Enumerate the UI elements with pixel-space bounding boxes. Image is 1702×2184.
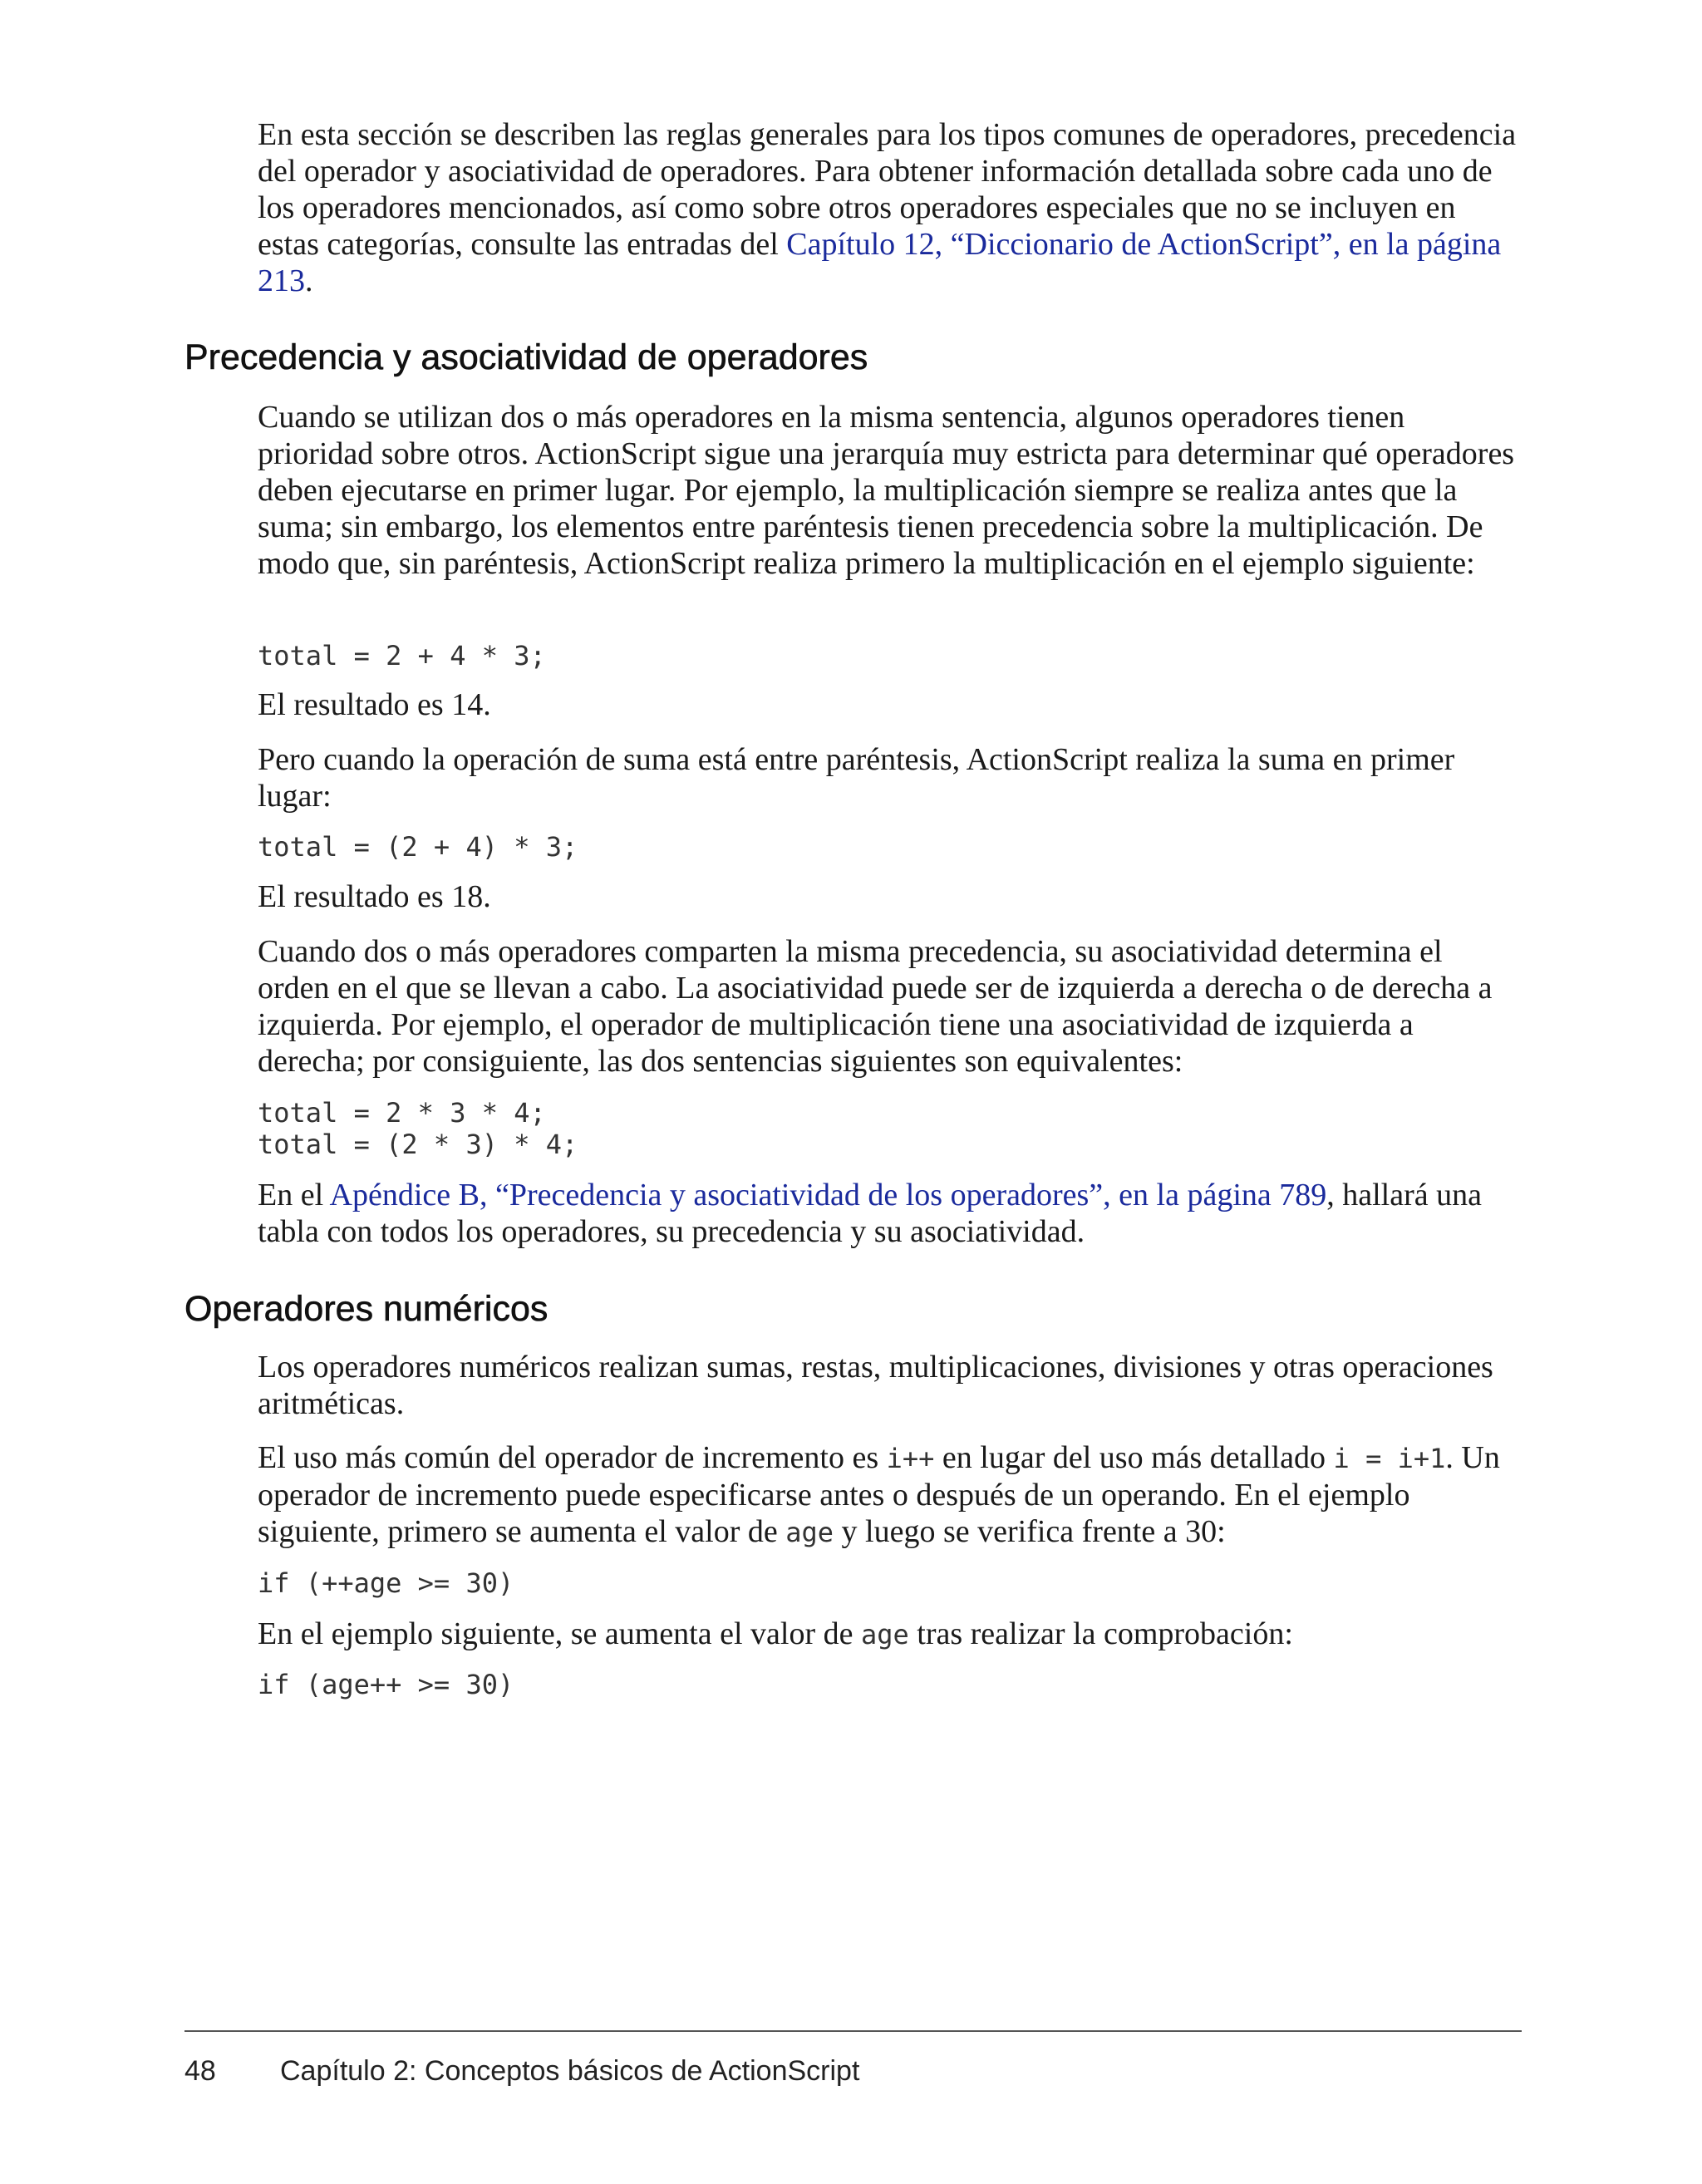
para4-text-end: , hallará una tabla con todos los operadores, su precedencia y su asociatividad. [258, 1178, 1482, 1249]
numeric-paragraph-3 [258, 1616, 1521, 1653]
footer-chapter-title: Capítulo 2: Conceptos básicos de ActionScript [280, 2055, 860, 2087]
numeric-code-block-1 [258, 1567, 1521, 1599]
code-example-3-line-1: total = 2 * 3 * 4; [258, 1097, 546, 1129]
result2-block [258, 878, 1521, 915]
code-block-2 [258, 831, 1521, 863]
numeric-code-example-2: if (age++ >= 30) [258, 1669, 514, 1700]
page-number: 48 [184, 2055, 216, 2087]
precedence-heading: Precedencia y asociatividad de operadores [184, 337, 868, 377]
code-example-2: total = (2 + 4) * 3; [258, 831, 578, 863]
numeric-para3-block [258, 1616, 1521, 1653]
result1-block [258, 686, 1521, 723]
precedence-para4-block [258, 1177, 1521, 1250]
intro-block [258, 116, 1521, 299]
para2-text-4: y luego se verifica frente a 30: [834, 1514, 1226, 1549]
code-block-1 [258, 640, 1521, 671]
footer-divider [184, 2030, 1522, 2032]
intro-text: En esta sección se describen las reglas generales para los tipos comunes de operadores, precedencia del operador y asociatividad de operadores. Para obtener información detallada sobre cada uno de los operadores mencionados, así como sobre otros operadores especiales que no se incluyen en estas categorías, consulte las entradas del [258, 117, 1517, 262]
para2-text-1: El uso más común del operador de incremento es [258, 1440, 887, 1475]
code-block-3 [258, 1097, 1521, 1160]
result-text-1: El resultado es 14. [258, 687, 491, 722]
precedence-para3-block [258, 933, 1521, 1080]
inline-code-assignment: i = i+1 [1333, 1443, 1446, 1474]
precedence-paragraph-1: Cuando se utilizan dos o más operadores en la misma sentencia, algunos operadores tienen prioridad sobre otros. ActionScript sigue una jerarquía muy estricta para determinar qué operadores deben ejecutarse en primer lugar. Por ejemplo, la multiplicación siempre se realiza antes que la suma; sin embargo, los elementos entre paréntesis tienen precedencia sobre la multiplicación. De modo que, sin paréntesis, ActionScript realiza primero la multiplicación en el ejemplo siguiente: [258, 400, 1515, 581]
numeric-paragraph-2 [258, 1439, 1521, 1551]
para4-text-start: En el [258, 1178, 330, 1213]
code-example-3-line-2: total = (2 * 3) * 4; [258, 1129, 578, 1160]
intro-paragraph [258, 116, 1521, 299]
precedence-paragraph-4 [258, 1177, 1521, 1250]
chapter-12-link[interactable]: Capítulo 12, “Diccionario de ActionScript”, en la página 213 [258, 227, 1502, 298]
para3-text-1: En el ejemplo siguiente, se aumenta el valor de [258, 1616, 861, 1651]
para3-text-2: tras realizar la comprobación: [908, 1616, 1293, 1651]
result-text-2: El resultado es 18. [258, 879, 491, 914]
inline-code-age-2: age [860, 1619, 909, 1650]
numeric-para1-block [258, 1349, 1521, 1422]
precedence-paragraph-3: Cuando dos o más operadores comparten la misma precedencia, su asociatividad determina el orden en el que se llevan a cabo. La asociatividad puede ser de izquierda a derecha o de derecha a izquierda. Por ejemplo, el operador de multiplicación tiene una asociatividad de izquierda a derecha; por consiguiente, las dos sentencias siguientes son equivalentes: [258, 934, 1493, 1079]
numeric-code-block-2 [258, 1669, 1521, 1700]
inline-code-age: age [785, 1517, 834, 1548]
numeric-para2-block [258, 1439, 1521, 1551]
precedence-para2-block [258, 741, 1521, 814]
para2-text-2: en lugar del uso más detallado [934, 1440, 1334, 1475]
precedence-paragraph-2: Pero cuando la operación de suma está entre paréntesis, ActionScript realiza la suma en primer lugar: [258, 742, 1455, 814]
precedence-para1-block [258, 399, 1521, 582]
numeric-paragraph-1: Los operadores numéricos realizan sumas, restas, multiplicaciones, divisiones y otras operaciones aritméticas. [258, 1350, 1493, 1421]
inline-code-increment: i++ [886, 1443, 935, 1474]
appendix-b-link[interactable]: Apéndice B, “Precedencia y asociatividad de los operadores”, en la página 789 [329, 1178, 1327, 1213]
numeric-code-example-1: if (++age >= 30) [258, 1567, 514, 1599]
intro-text-end: . [305, 263, 313, 298]
numeric-heading: Operadores numéricos [184, 1289, 548, 1329]
code-example-1: total = 2 + 4 * 3; [258, 640, 546, 671]
para2-text-3: . Un operador de incremento puede especificarse antes o después de un operando. En el ejemplo siguiente, primero se aumenta el valor de [258, 1440, 1500, 1549]
